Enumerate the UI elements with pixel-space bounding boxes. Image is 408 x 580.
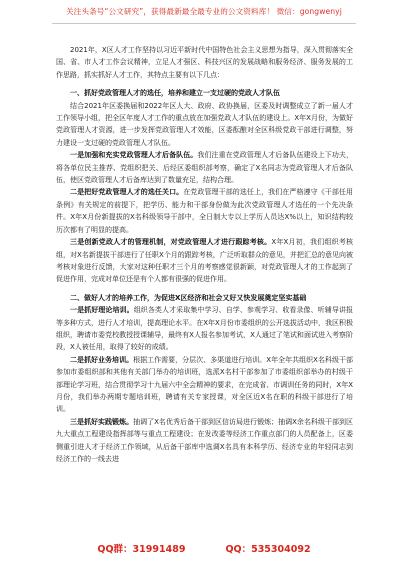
paragraph-7-lead: 三是抓好实践锻炼。 (70, 417, 134, 426)
top-banner (0, 6, 408, 17)
banner-main-text: 关注头条号“公文研究”，获得最新最全最专业的公文资料库！ (65, 7, 275, 16)
paragraph-4 (56, 236, 353, 286)
paragraph-7 (56, 416, 353, 466)
section-heading-1: 一、抓好党政管理人才的选任，培养和建立一支过硬的党政人才队伍 (70, 89, 280, 98)
paragraph-4-lead: 三是创新党政人才的管理机制，对党政管理人才进行跟踪考核。 (70, 238, 272, 247)
paragraph-3-lead: 二是把好党政管理人才的选任关口。 (70, 188, 184, 197)
document-body (56, 44, 353, 465)
paragraph-5-text: 组织各类人才采取集中学习、自学、参观学习、收看录像、听辅导讲报等多种方式，进行人才培训，提高理论水平。在X年X月份市委组织的公开选拔活动中，我区积极组织，聘请市委党校教授授课辅导，最终有X人报名参加考试，X人通过了笔试和面试进入考察阶段，X人被任用，取得了较好的成绩。 (56, 306, 354, 352)
footer-qq-group: QQ群：31991489 (97, 544, 186, 555)
paragraph-3 (56, 186, 353, 236)
intro-paragraph: 2021年，X区人才工作坚持以习近平新时代中国特色社会主义思想为指导，深入贯彻落实全国、省、市人才工作会议精神，立足人才强区、科技兴区的发展战略和服务经济、服务发展的工作思路，抓实抓好人才工作，其特点主要有以下几点： (56, 46, 353, 79)
paragraph-5 (56, 304, 353, 354)
paragraph-1: 结合2021年区委换届和2022年区人大、政府、政协换届，区委及时调整成立了新一届人才工作领导小组，把全区年度人才工作的重点放在加强党政人才队伍的建设上。X年X月份，为做好党政管理人才资源，进一步发挥党政管理人才效能，区委酝酿对全区科级党政干部进行调整，努力建设一支过硬的党政管理人才队伍。 (56, 101, 353, 147)
paragraph-5-lead: 一是抓好理论培训。 (70, 306, 134, 315)
paragraph-6-lead: 二是抓好业务培训。 (70, 355, 134, 364)
paragraph-2 (56, 149, 353, 186)
paragraph-4-text: X年X月初，我们组织考核组，对X名新提拔干部进行了任职X个月的跟踪考核，广泛听取群众的意见，并把汇总的意见向被考核对象进行反馈，大家对这种任职才三个月的考察感觉很新颖，对党政管理人才的工作起到了促进作用，完成对单位还是有个人都有很强的促进作用。 (56, 238, 354, 284)
paragraph-2-lead: 一是加强和充实党政管理人才后备队伍。 (70, 151, 198, 160)
header-divider (52, 23, 356, 24)
footer-contact (0, 541, 408, 555)
paragraph-7-text: 抽调了X名优秀后备干部到区信访局进行锻炼；抽调X余名科级干部到区九大重点工程建设指挥部等与重点工程建设；在发改委等经济工作重点部门的人员配备上，区委侧重引进人才于经济工作领域，从后备干部库中选调X名具有本科学历、经济专业的年轻同志到经济工作的一线去进 (56, 417, 353, 463)
paragraph-2-text: 我们注重在党政管理人才后备队伍建设上下功夫，将各单位民主推荐、党组织把关、后经区委组织部考察，确定了X名同志为党政管理人才后备队伍，使区党政管理人才后备库达到了数量充足，结构合理。 (56, 151, 354, 185)
footer-qq: QQ：535304092 (225, 544, 311, 555)
paragraph-3-text: 在党政管理干部的选任上，我们在严格遵守《干部任用条例》有关规定的前提下，把学历、能力和干部身份做为此次党政管理人才选任的一个先决条件。X年X月份新提拔的X名科级领导干部中，全日制大专以上学历人员达X%以上，知识结构较历次都有了明显的提高。 (56, 188, 354, 234)
paragraph-6 (56, 354, 353, 416)
paragraph-6-text: 根据工作需要，分层次、多渠道进行培训。X年全年共组织X名科级干部参加市委组织部和其他有关部门举办的培训班，选派X名村干部参加了市委组织部举办的村级干部理论学习班，结合贯彻学习十九届六中全会精神的要求，在完成省、市调训任务的同时，X年X月份，我们举办两期专题培训班，聘请有关专家授课，对全区近X名在职的科级干部进行了培训。 (56, 355, 353, 414)
banner-wechat-text: 微信：gongwenyj (276, 7, 342, 16)
section-heading-2: 二、做好人才的培养工作，为促进X区经济和社会又好又快发展奠定坚实基础 (70, 293, 307, 302)
